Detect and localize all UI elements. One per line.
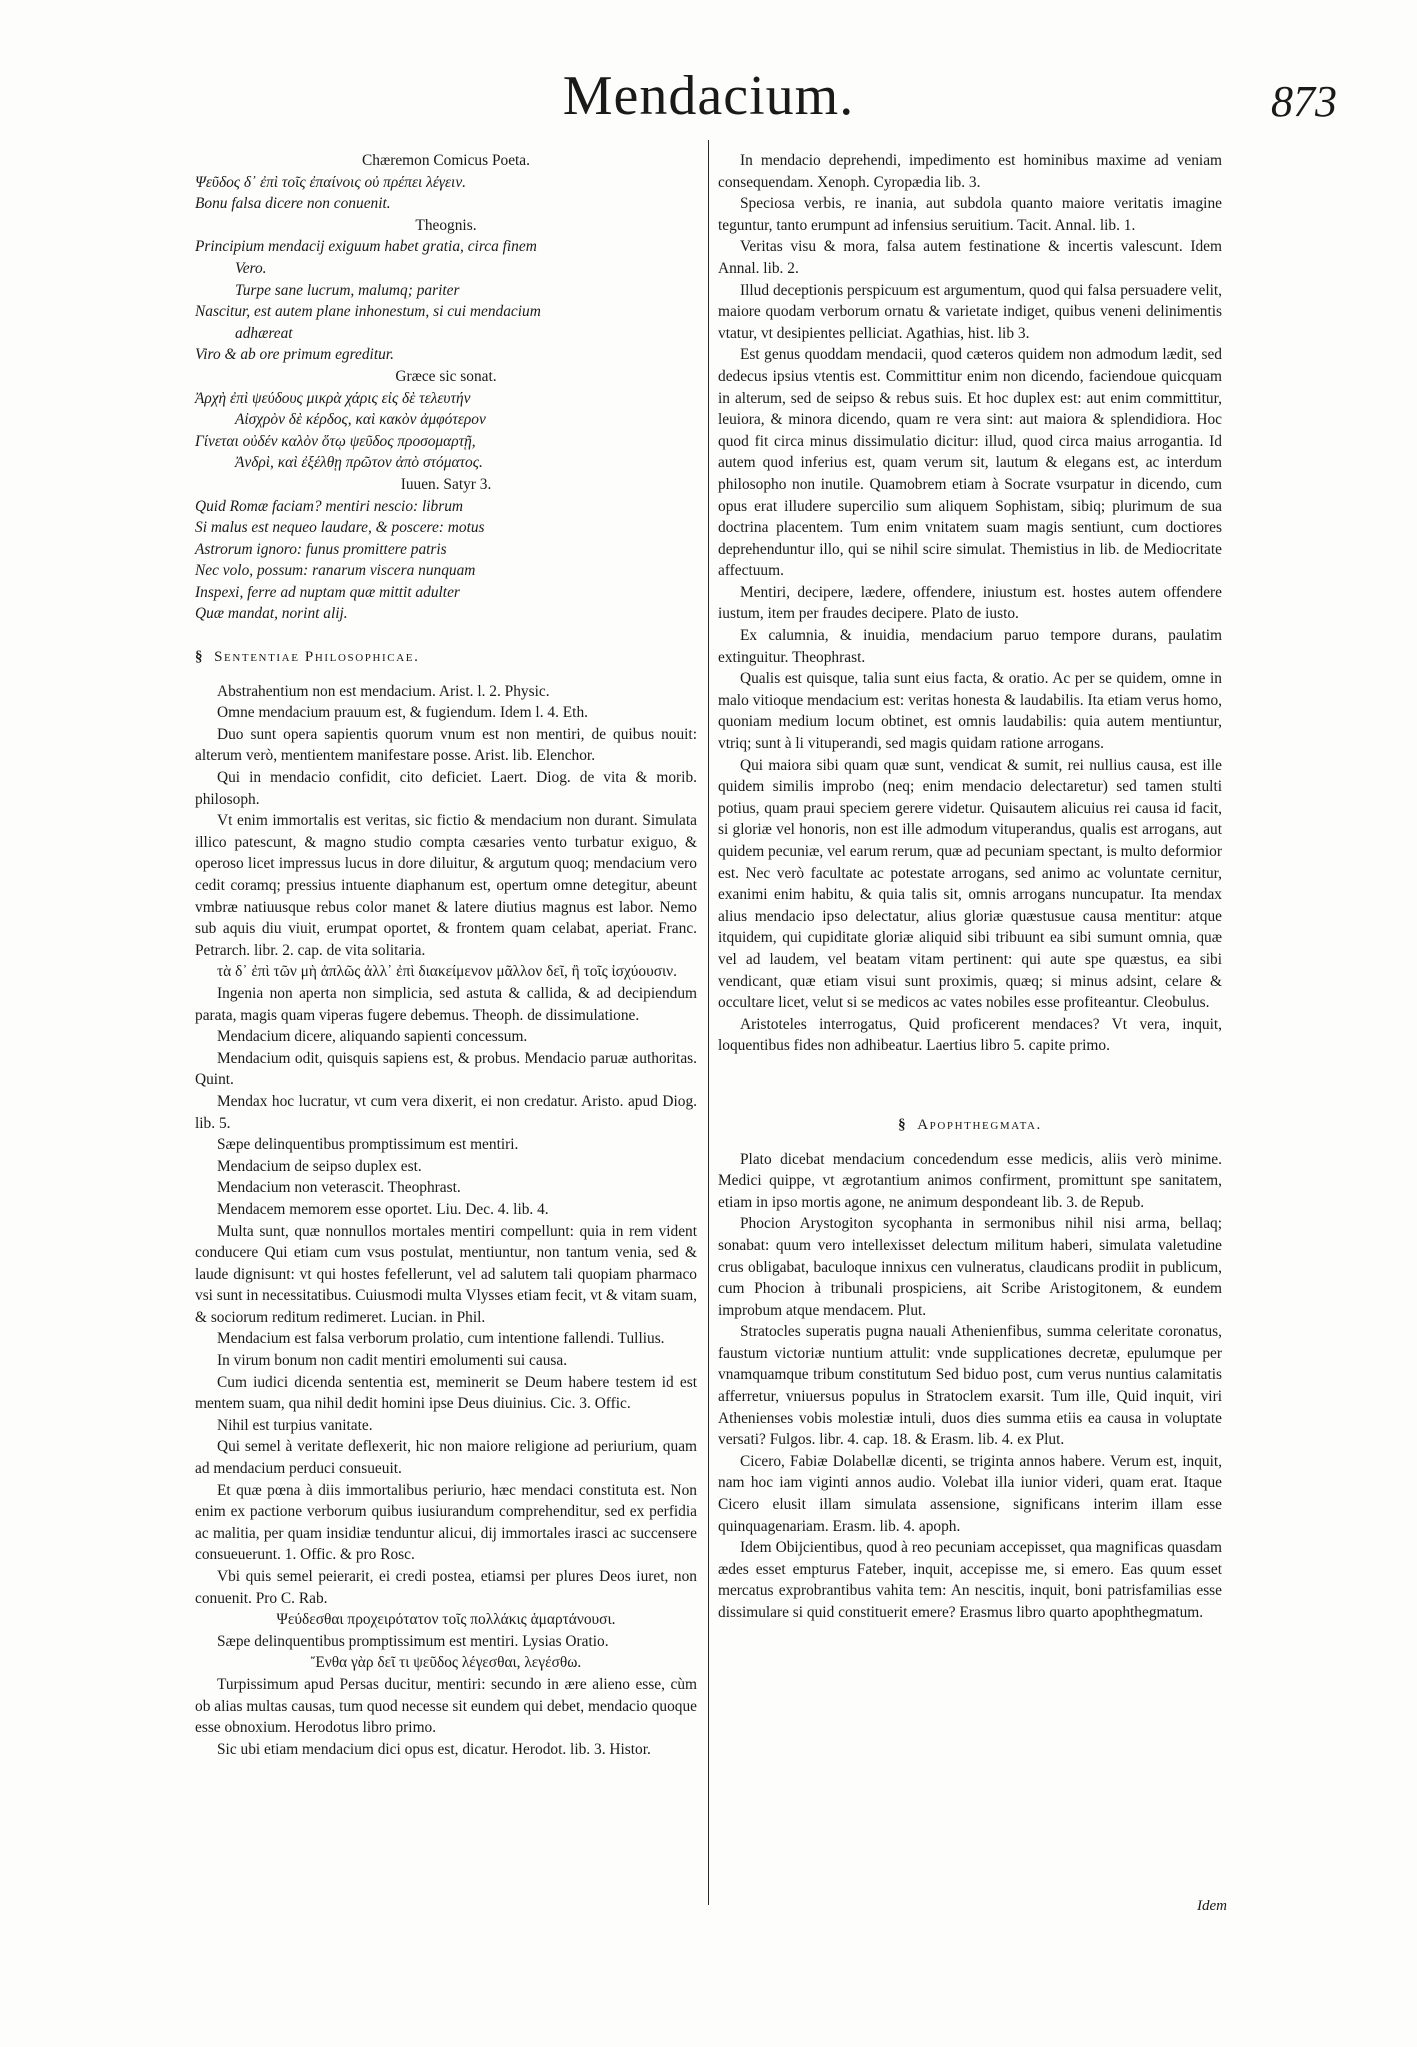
paragraph: Ingenia non aperta non simplicia, sed astuta & callida, & ad decipiendum parata, magis quam viperas fugere debemus. Theoph. de dissimulatione. xyxy=(195,984,697,1024)
centered-line: Græce sic sonat. xyxy=(395,367,497,385)
section-heading xyxy=(718,1115,1222,1137)
verse-line: Vero. xyxy=(235,259,267,277)
paragraph: Sic ubi etiam mendacium dici opus est, dicatur. Herodot. lib. 3. Histor. xyxy=(217,1740,651,1758)
paragraph: Phocion Arystogiton sycophanta in sermonibus nihil nisi arma, bellaq; sonabat: quum vero intellexisset delectum militum haberi, simulata valetudine crus obligabat, baculoque innixus cen vulneratus, claudicans prodiit in publicum, cum Phocion à tribunali prospiciens, ait Scribe Aristogitonem, & eundem improbum atque mendacem. Plut. xyxy=(718,1215,1222,1319)
paragraph: In mendacio deprehendi, impedimento est hominibus maxime ad veniam consequendam. Xenoph. Cyropædia lib. 3. xyxy=(718,152,1222,191)
paragraph: Cicero, Fabiæ Dolabellæ dicenti, se triginta annos habere. Verum est, inquit, nam hoc iam viginti annos audio. Volebat illa iunior videri, quam erat. Itaque Cicero elusit illam simulata assensione, significans interim illam esse quinquagenariam. Erasm. lib. 4. apoph. xyxy=(718,1452,1222,1535)
verse-line: Quæ mandat, norint alij. xyxy=(195,605,348,623)
left-column xyxy=(195,150,697,1760)
centered-line: Ψεύδεσθαι προχειρότατον τοῖς πολλάκις ἁμαρτάνουσι. xyxy=(276,1611,616,1629)
paragraph: Est genus quoddam mendacii, quod cæteros quidem non admodum lædit, sed dedecus ipsius vtentis est. Committitur enim non dicendo, faciendoue quicquam in alterum, sed de seipso & rebus suis. Et hoc duplex est: aut enim committitur, leuiora, & minora dicendo, quam re vera sint: aut maiora & splendidiora. Hoc quod fit circa minus dissimulatio dicitur: illud, quod circa maius arrogantia. Id autem quod inferius est, quam verum sit, lautum & elegans est, ac interdum philosopho non inutile. Quamobrem etiam à Socrate vsurpatur in dicendo, cum opus erat illudere supercilio sum aliquem Sophistam, sibiq; plurimum de sua doctrina placentem. Tum enim vnitatem suam magis sentiunt, cum doctiores deprehenduntur illo, qui se nihil scire simulat. Themistius in lib. de Mediocritate affectuum. xyxy=(718,346,1222,580)
section-heading-text: Sententiae Philosophicae. xyxy=(214,649,420,666)
section-heading-text: Apophthegmata. xyxy=(917,1116,1042,1133)
paragraph: Sæpe delinquentibus promptissimum est mentiri. Lysias Oratio. xyxy=(217,1632,609,1650)
column-divider xyxy=(708,140,709,1905)
paragraph: Mendacium dicere, aliquando sapienti concessum. xyxy=(217,1028,528,1046)
verse-line: Γίνεται οὐδέν καλὸν ὅτῳ ψεῦδος προσομαρτῇ, xyxy=(195,432,476,450)
catchword: Idem xyxy=(1197,1898,1227,1914)
verse-line: Astrorum ignoro: funus promittere patris xyxy=(195,540,447,558)
paragraph: Qui maiora sibi quam quæ sunt, vendicat & sumit, rei nullius causa, est ille quidem similis improbo (neq; enim mendacio delectaretur) sed tamen stulti potius, quam praui speciem gerere videtur. Quisautem alicuius rei causa id facit, si gloriæ vel honoris, non est ille admodum vituperandus, qualis est arrogans, aut quidem pecuniæ, vel earum rerum, quæ ad pecuniam spectant, is multo deformior est. Nec verò facultate ac potestate arrogans, sed animo ac voluntate cernitur, exanimi enim habitu, & quia talis sit, omnis arrogans nuncupatur. Ita mendax alius mendacio ipso delectatur, alius gloriæ quæstusue causa mentitur: atque itquidem, qui cupiditate gloriæ aliquid sibi tribuunt ea sibi sumunt omnia, quæ vel ad laudem, vel beatam vitam pertinent: qui aute spe quæstus, ea sibi vendicant, quæ etiam visui sunt proximis, quæq; si minus adsint, celare & occultare licet, velut si se medicos ac vates nobiles esse profiteantur. Cleobulus. xyxy=(718,756,1222,1012)
paragraph: Cum iudici dicenda sententia est, meminerit se Deum habere testem id est mentem suam, qua nihil dedit homini ipse Deus diuinius. Cic. 3. Offic. xyxy=(195,1373,697,1413)
paragraph: Veritas visu & mora, falsa autem festinatione & incertis valescunt. Idem Annal. lib. 2. xyxy=(718,238,1222,277)
verse-line: Principium mendacij exiguum habet gratia, circa finem xyxy=(195,238,537,256)
paragraph: Mendacium odit, quisquis sapiens est, & probus. Mendacio paruæ authoritas. Quint. xyxy=(195,1049,697,1089)
paragraph: Et quæ pœna à diis immortalibus periurio, hæc mendaci constituta est. Non enim ex pactione verborum quibus iusiurandum comprehenditur, sed ex perfidia ac malitia, per quam insidiæ tenduntur alicui, dij immortales irasci ac succensere consueuerunt. 1. Offic. & pro Rosc. xyxy=(195,1481,697,1564)
verse-line: Ἀνδρὶ, καὶ ἐξέλθῃ πρῶτον ἀπὸ στόματος. xyxy=(235,454,483,472)
paragraph: Ex calumnia, & inuidia, mendacium paruo tempore durans, paulatim extinguitur. Theophrast. xyxy=(718,627,1222,666)
paragraph: Aristoteles interrogatus, Quid proficerent mendaces? Vt vera, inquit, loquentibus fides non adhibeatur. Laertius libro 5. capite primo. xyxy=(718,1015,1222,1055)
page-number: 873 xyxy=(1271,77,1337,126)
spacer xyxy=(718,1057,1222,1093)
paragraph: τὰ δ᾿ ἐπὶ τῶν μὴ ἀπλῶς ἀλλ᾿ ἐπὶ διακείμενον μᾶλλον δεῖ, ἢ τοῖς ἰσχύουσιν. xyxy=(217,963,677,981)
verse-line: Viro & ab ore primum egreditur. xyxy=(195,346,394,364)
paragraph: Speciosa verbis, re inania, aut subdola quanto maiore veritatis imagine teguntur, tanto erumpunt ad infensius seruitium. Tacit. Annal. lib. 1. xyxy=(718,195,1222,234)
right-column xyxy=(718,150,1222,1624)
centered-line: Chæremon Comicus Poeta. xyxy=(361,152,530,169)
verse-line: Nascitur, est autem plane inhonestum, si cui mendacium xyxy=(195,303,541,321)
verse-line: adhæreat xyxy=(235,324,293,342)
paragraph: Mentiri, decipere, lædere, offendere, iniustum est. hostes autem offendere iustum, item per fraudes decipere. Plato de iusto. xyxy=(718,583,1222,623)
paragraph: Vt enim immortalis est veritas, sic fictio & mendacium non durant. Simulata illico patescunt, & magno studio compta cæsaries vento turbatur exiguo, & operoso licet impressus lucus in dore diluitur, & argutum quoq; mendacium vero cedit coramq; pressius intuente diaphanum est, opertum omne detegitur, abeunt vmbræ natiuusque rebus color manet & latere diutius magnus est labor. Nemo sub aquis diu viuit, erumpat oportet, & frontem quam celabat, aperiat. Franc. Petrarch. libr. 2. cap. de vita solitaria. xyxy=(195,812,697,959)
centered-line: Iuuen. Satyr 3. xyxy=(400,475,492,493)
paragraph: Vbi quis semel peierarit, ei credi postea, etiamsi per plures Deos iuret, non conuenit. Pro C. Rab. xyxy=(195,1568,697,1607)
paragraph: Stratocles superatis pugna nauali Athenienfibus, summa celeritate coronatus, faustum victoriæ nuntium attulit: vnde supplicationes decretæ, epulumque per vnamquamque tribum constitutum Sed biduo post, cum verus nuntius calamitatis afferretur, vniuersus populus in Stratoclem exarsit. Tum ille, Quid inquit, viri Athenienses vobis molestiæ intuli, duos dies summa etiis ea causa in voluptate versati? Fulgos. libr. 4. cap. 18. & Erasm. lib. 4. ex Plut. xyxy=(718,1323,1222,1449)
centered-line: Theognis. xyxy=(415,216,477,234)
verse-line: Ψεῦδος δ᾿ ἐπὶ τοῖς ἐπαίνοις οὐ πρέπει λέγειν. xyxy=(195,173,466,191)
paragraph: Omne mendacium prauum est, & fugiendum. Idem l. 4. Eth. xyxy=(217,704,589,722)
section-mark: § xyxy=(195,649,205,666)
paragraph: In virum bonum non cadit mentiri emolumenti sui causa. xyxy=(217,1352,568,1370)
section-heading xyxy=(195,647,697,669)
paragraph: Duo sunt opera sapientis quorum vnum est non mentiri, de quibus nouit: alterum verò, mentientem manifestare posse. Arist. lib. Elenchor. xyxy=(195,725,697,765)
paragraph: Plato dicebat mendacium concedendum esse medicis, aliis verò minime. Medici quippe, vt ægrotantium animos confirment, promittunt spe sanitatem, etiam in ipso mortis agone, ne animum despondeant lib. 3. de Repub. xyxy=(718,1150,1222,1211)
verse-line: Ἀρχὴ ἐπὶ ψεύδους μικρὰ χάρις εἰς δὲ τελευτήν xyxy=(195,389,471,407)
paragraph: Mendacem memorem esse oportet. Liu. Dec. 4. lib. 4. xyxy=(217,1200,549,1218)
verse-line: Si malus est nequeo laudare, & poscere: motus xyxy=(195,519,485,537)
verse-line: Αἰσχρὸν δὲ κέρδος, καὶ κακὸν ἀμφότερον xyxy=(235,411,486,429)
paragraph: Idem Obijcientibus, quod à reo pecuniam accepisset, qua magnificas quasdam ædes esset empturus Fateber, inquit, accepisse me, si emero. Eas quum esset mercatus exprobrantibus vahita tem: An nescitis, inquit, boni patrisfamilias esse dissimulare si quid constituerit emere? Erasmus libro quarto apophthegmatum. xyxy=(718,1539,1222,1621)
paragraph: Mendacium est falsa verborum prolatio, cum intentione fallendi. Tullius. xyxy=(217,1330,665,1348)
paragraph: Sæpe delinquentibus promptissimum est mentiri. xyxy=(217,1136,519,1154)
paragraph: Qualis est quisque, talia sunt eius facta, & oratio. Ac per se quidem, omne in malo vitioque mendacium est: veritas honesta & laudabilis. Ita etiam verus homo, quoniam medium locum obtinet, est omnis laudabilis: quia autem mentiuntur, vtriq; sunt à li vituperandi, sed magis quidam ratione arrogans. xyxy=(718,670,1222,753)
paragraph: Mendacium non veterascit. Theophrast. xyxy=(217,1179,461,1197)
paragraph: Mendax hoc lucratur, vt cum vera dixerit, ei non credatur. Aristo. apud Diog. lib. 5. xyxy=(195,1092,697,1132)
section-mark: § xyxy=(898,1116,908,1133)
paragraph: Nihil est turpius vanitate. xyxy=(217,1416,373,1434)
verse-line: Bonu falsa dicere non conuenit. xyxy=(195,195,391,213)
paragraph: Qui semel à veritate deflexerit, hic non maiore religione ad periurium, quam ad mendacium perduci consueuit. xyxy=(195,1438,697,1478)
paragraph: Illud deceptionis perspicuum est argumentum, quod qui falsa persuadere velit, maiore quodam verborum ornatu & varietate indiget, quibus veneni delinimentis vtatur, vt desipientes pelliciat. Agathias, hist. lib 3. xyxy=(718,281,1222,342)
paragraph: Mendacium de seipso duplex est. xyxy=(217,1157,422,1175)
verse-line: Nec volo, possum: ranarum viscera nunquam xyxy=(195,562,476,580)
centered-line: Ἔνθα γὰρ δεῖ τι ψεῦδος λέγεσθαι, λεγέσθω. xyxy=(310,1654,582,1672)
verse-line: Inspexi, ferre ad nuptam quæ mittit adulter xyxy=(195,583,460,601)
paragraph: Turpissimum apud Persas ducitur, mentiri: secundo in ære alieno esse, cùm ob alias multas causas, tum quod necesse sit eundem qui debet, mendacio quoque esse obnoxium. Herodotus libro primo. xyxy=(195,1675,697,1737)
paragraph: Qui in mendacio confidit, cito deficiet. Laert. Diog. de vita & morib. philosoph. xyxy=(195,769,697,808)
verse-line: Quid Romæ faciam? mentiri nescio: librum xyxy=(195,497,464,515)
verse-line: Turpe sane lucrum, malumq; pariter xyxy=(235,281,460,299)
paragraph: Multa sunt, quæ nonnullos mortales mentiri compellunt: quia in rem vident conducere Qui etiam cum vsus postulat, mentiuntur, non tantum venia, sed & laude dignisunt: vt qui hostes fefellerunt, vel ad salutem tali quopiam pharmaco vsi sunt in necessitatibus. Cuiusmodi multa Vlysses etiam fecit, vt & vitam suam, & sociorum reditum redimeret. Lucian. in Phil. xyxy=(195,1222,698,1326)
page-title: Mendacium. xyxy=(562,65,855,127)
paragraph: Abstrahentium non est mendacium. Arist. l. 2. Physic. xyxy=(217,682,550,700)
